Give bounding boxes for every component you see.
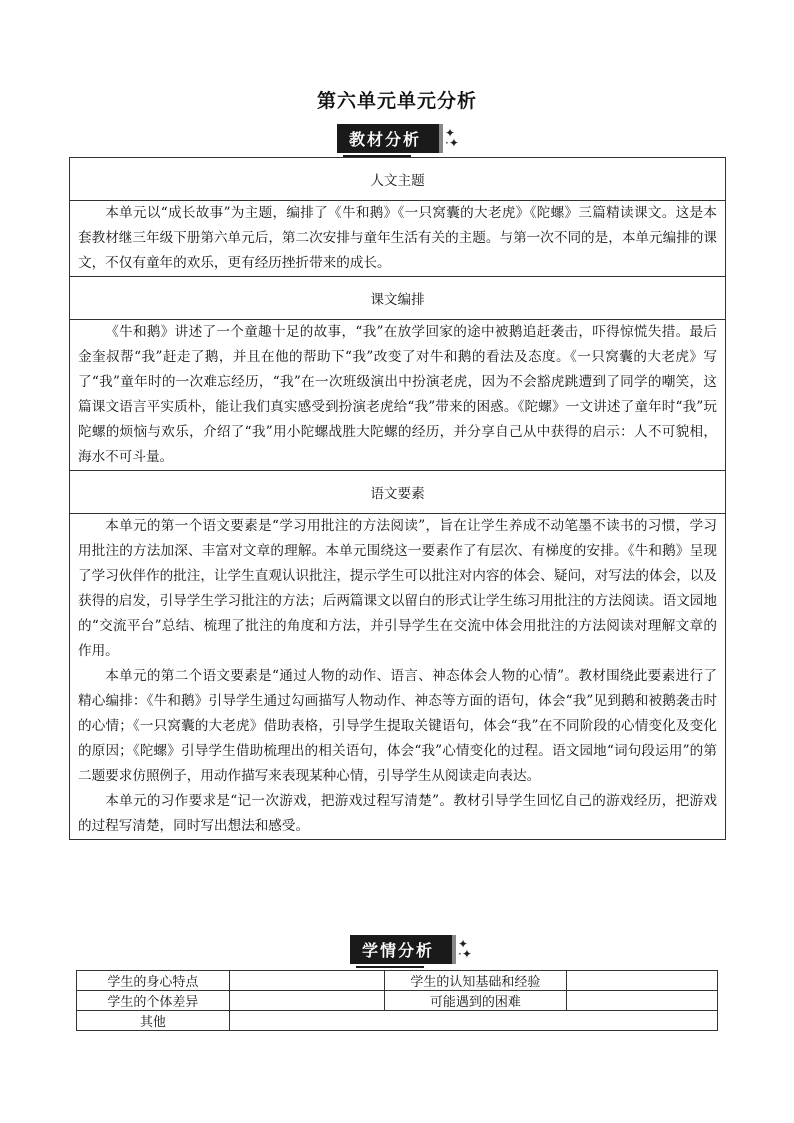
individual-diff-label: 学生的个体差异 <box>77 991 230 1011</box>
page-title: 第六单元单元分析 <box>316 90 477 112</box>
other-value[interactable] <box>229 1011 717 1031</box>
individual-diff-value[interactable] <box>229 991 384 1011</box>
textbook-analysis-table <box>69 157 726 840</box>
banner-label: 教材分析 <box>337 124 439 153</box>
learner-analysis-banner <box>350 936 472 962</box>
learner-analysis-table <box>76 970 718 1031</box>
arrangement-header: 课文编排 <box>70 277 726 320</box>
elements-paragraph: 本单元的习作要求是“记一次游戏，把游戏过程写清楚”。教材引导学生回忆自己的游戏经历，把游戏的过程写清楚，同时写出想法和感受。 <box>78 793 717 834</box>
difficulties-value[interactable] <box>567 991 718 1011</box>
physical-mental-label: 学生的身心特点 <box>77 971 230 991</box>
humanities-header: 人文主题 <box>70 158 726 201</box>
difficulties-label: 可能遇到的困难 <box>384 991 567 1011</box>
other-label: 其他 <box>77 1011 230 1031</box>
sparkle-icon: ✦ ·✦ <box>458 937 472 961</box>
sparkle-icon: ✦ ·✦ <box>445 126 459 150</box>
humanities-paragraph: 本单元以“成长故事”为主题，编排了《牛和鹅》《一只窝囊的大老虎》《陀螺》三篇精读课文。这是本套教材继三年级下册第六单元后，第二次安排与童年生活有关的主题。与第一次不同的是，本单元编排的课文，不仅有童年的欢乐，更有经历挫折带来的成长。 <box>78 205 717 271</box>
elements-header: 语文要素 <box>70 471 726 514</box>
elements-paragraph: 本单元的第二个语文要素是“通过人物的动作、语言、神态体会人物的心情”。教材围绕此要素进行了精心编排：《牛和鹅》引导学生通过勾画描写人物动作、神态等方面的语句，体会“我”见到鹅和被鹅袭击时的心情；《一只窝囊的大老虎》借助表格，引导学生提取关键语句，体会“我”在不同阶段的心情变化及变化的原因；《陀螺》引导学生借助梳理出的相关语句，体会“我”心情变化的过程。语文园地“词句段运用”的第二题要求仿照例子，用动作描写来表现某种心情，引导学生从阅读走向表达。 <box>78 668 717 784</box>
physical-mental-value[interactable] <box>229 971 384 991</box>
textbook-analysis-banner <box>337 125 459 151</box>
cognitive-basis-label: 学生的认知基础和经验 <box>384 971 567 991</box>
arrangement-paragraph: 《牛和鹅》讲述了一个童趣十足的故事，“我”在放学回家的途中被鹅追赶袭击，吓得惊慌失措。最后金奎叔帮“我”赶走了鹅，并且在他的帮助下“我”改变了对牛和鹅的看法及态度。《一只窝囊的大老虎》写了“我”童年时的一次难忘经历，“我”在一次班级演出中扮演老虎，因为不会豁虎跳遭到了同学的嘲笑，这篇课文语言平实质朴，能让我们真实感受到扮演老虎给“我”带来的困惑。《陀螺》一文讲述了童年时“我”玩陀螺的烦恼与欢乐，介绍了“我”用小陀螺战胜大陀螺的经历，并分享自己从中获得的启示：人不可貌相，海水不可斗量。 <box>78 324 717 465</box>
humanities-body <box>70 201 726 277</box>
arrangement-body <box>70 320 726 471</box>
elements-body <box>70 514 726 840</box>
banner-label: 学情分析 <box>350 935 452 964</box>
elements-paragraph: 本单元的第一个语文要素是“学习用批注的方法阅读”，旨在让学生养成不动笔墨不读书的习惯，学习用批注的方法加深、丰富对文章的理解。本单元围绕这一要素作了有层次、有梯度的安排。《牛和鹅》呈现了学习伙伴作的批注，让学生直观认识批注，提示学生可以批注对内容的体会、疑问，对写法的体会，以及获得的启发，引导学生学习批注的方法；后两篇课文以留白的形式让学生练习用批注的方法阅读。语文园地的“交流平台”总结、梳理了批注的角度和方法，并引导学生在交流中体会用批注的方法阅读对理解文章的作用。 <box>78 518 717 659</box>
cognitive-basis-value[interactable] <box>567 971 718 991</box>
